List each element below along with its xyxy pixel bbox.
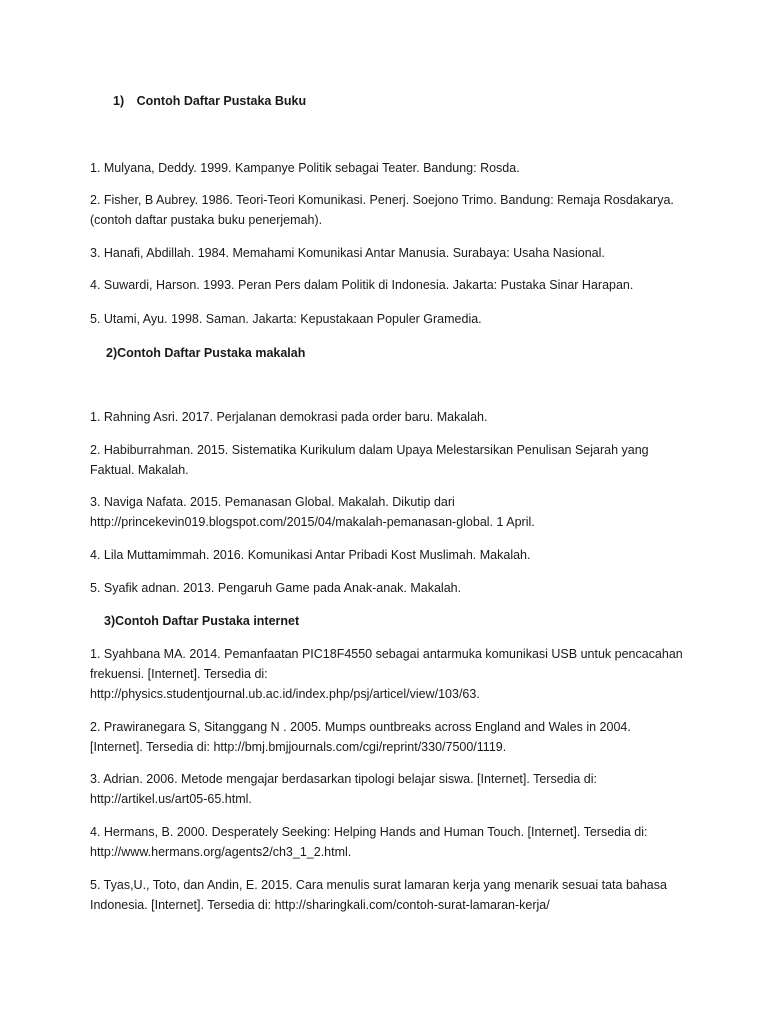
list-item — [90, 407, 690, 427]
list-item — [90, 158, 690, 178]
entry-line: http://physics.studentjournal.ub.ac.id/index.php/psj/articel/view/103/63. — [90, 687, 480, 701]
list-item — [90, 717, 690, 757]
entry-line: 3. Hanafi, Abdillah. 1984. Memahami Komunikasi Antar Manusia. Surabaya: Usaha Nasional. — [90, 246, 605, 260]
list-item — [90, 309, 690, 329]
entry-line: 3. Naviga Nafata. 2015. Pemanasan Global. Makalah. Dikutip dari — [90, 495, 455, 509]
entry-line: 1. Mulyana, Deddy. 1999. Kampanye Politik sebagai Teater. Bandung: Rosda. — [90, 161, 520, 175]
section-heading-buku: 1) Contoh Daftar Pustaka Buku — [113, 94, 307, 108]
entry-line: 2. Prawiranegara S, Sitanggang N . 2005. Mumps ountbreaks across England and Wales in 2004. — [90, 720, 631, 734]
entry-line: 3. Adrian. 2006. Metode mengajar berdasarkan tipologi belajar siswa. [Internet]. Tersedia di: — [90, 772, 598, 786]
entry-line: http://www.hermans.org/agents2/ch3_1_2.html. — [90, 845, 352, 859]
list-item — [90, 492, 690, 532]
entry-line: Faktual. Makalah. — [90, 463, 189, 477]
entry-line: http://artikel.us/art05-65.html. — [90, 792, 252, 806]
section-heading-internet: 3)Contoh Daftar Pustaka internet — [104, 614, 300, 628]
entry-line: 4. Suwardi, Harson. 1993. Peran Pers dalam Politik di Indonesia. Jakarta: Pustaka Sinar Harapan. — [90, 278, 634, 292]
entry-line: 5. Syafik adnan. 2013. Pengaruh Game pada Anak-anak. Makalah. — [90, 581, 462, 595]
entry-line: 1. Syahbana MA. 2014. Pemanfaatan PIC18F4550 sebagai antarmuka komunikasi USB untuk pencacahan — [90, 647, 683, 661]
entry-line: 5. Tyas,U., Toto, dan Andin, E. 2015. Cara menulis surat lamaran kerja yang menarik sesuai tata bahasa — [90, 878, 667, 892]
entry-line: 1. Rahning Asri. 2017. Perjalanan demokrasi pada order baru. Makalah. — [90, 410, 488, 424]
entry-line: 5. Utami, Ayu. 1998. Saman. Jakarta: Kepustakaan Populer Gramedia. — [90, 312, 482, 326]
list-item — [90, 875, 690, 915]
entry-line: 4. Hermans, B. 2000. Desperately Seeking: Helping Hands and Human Touch. [Internet]. Tersedia di: — [90, 825, 648, 839]
list-item — [90, 243, 690, 263]
entry-line: 4. Lila Muttamimmah. 2016. Komunikasi Antar Pribadi Kost Muslimah. Makalah. — [90, 548, 531, 562]
entry-line: Indonesia. [Internet]. Tersedia di: http://sharingkali.com/contoh-surat-lamaran-kerja/ — [90, 898, 550, 912]
section-heading-makalah: 2)Contoh Daftar Pustaka makalah — [106, 346, 306, 360]
list-item — [90, 440, 690, 480]
entry-line: 2. Habiburrahman. 2015. Sistematika Kurikulum dalam Upaya Melestarsikan Penulisan Sejarah yang — [90, 443, 649, 457]
entry-line: [Internet]. Tersedia di: http://bmj.bmjjournals.com/cgi/reprint/330/7500/1119. — [90, 740, 507, 754]
list-item — [90, 578, 690, 598]
list-item — [90, 769, 690, 809]
entry-line: (contoh daftar pustaka buku penerjemah). — [90, 213, 323, 227]
list-item — [90, 822, 690, 862]
list-item — [90, 644, 690, 704]
list-item — [90, 190, 690, 230]
entry-line: http://princekevin019.blogspot.com/2015/04/makalah-pemanasan-global. 1 April. — [90, 515, 535, 529]
list-item — [90, 275, 690, 295]
entry-line: frekuensi. [Internet]. Tersedia di: — [90, 667, 268, 681]
entry-line: 2. Fisher, B Aubrey. 1986. Teori-Teori Komunikasi. Penerj. Soejono Trimo. Bandung: Remaja Rosdakarya. — [90, 193, 674, 207]
list-item — [90, 545, 690, 565]
